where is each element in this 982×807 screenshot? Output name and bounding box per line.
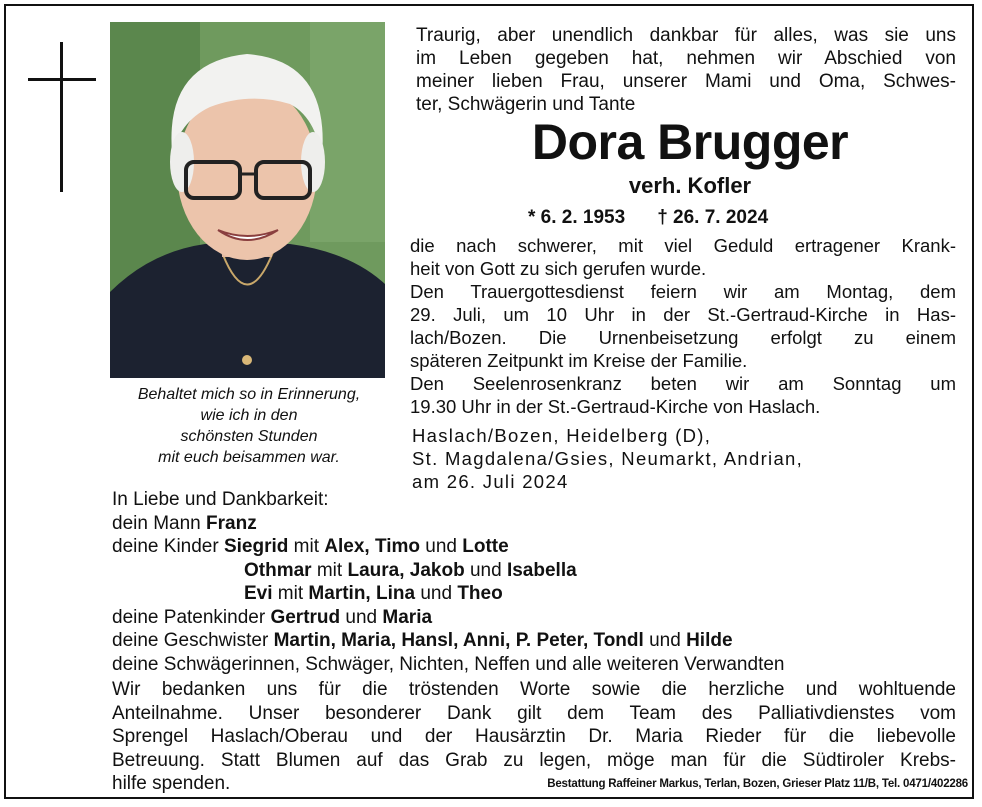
place-line: am 26. Juli 2024: [412, 471, 569, 492]
body-line: 29. Juli, um 10 Uhr in der St.-Gertraud-Kirche in Has-: [410, 304, 956, 325]
caption-line: wie ich in den: [200, 407, 298, 424]
family-siblings: deine Geschwister Martin, Maria, Hansl, Anni, P. Peter, Tondl und Hilde: [112, 630, 733, 651]
birth-date: * 6. 2. 1953: [528, 207, 626, 228]
body-line: lach/Bozen. Die Urnenbeisetzung erfolgt zu einem: [410, 327, 956, 348]
body-line: 19.30 Uhr in der St.-Gertraud-Kirche von Haslach.: [410, 396, 821, 417]
body-line: späteren Zeitpunkt im Kreise der Familie.: [410, 350, 748, 371]
family-children: deine Kinder Siegrid mit Alex, Timo und Lotte: [112, 536, 509, 557]
body-line: die nach schwerer, mit viel Geduld ertragener Krank-: [410, 235, 956, 256]
deceased-name: Dora Brugger: [531, 114, 849, 170]
intro-line: meiner lieben Frau, unserer Mami und Oma, Schwes-: [416, 71, 956, 92]
death-date: † 26. 7. 2024: [657, 207, 769, 228]
family-godchildren: deine Patenkinder Gertrud und Maria: [112, 606, 433, 628]
caption-line: mit euch beisammen war.: [158, 449, 340, 466]
announcement-text: [410, 234, 956, 418]
body-line: heit von Gott zu sich gerufen wurde.: [410, 258, 707, 279]
married-name: verh. Kofler: [628, 173, 752, 198]
family-intro: In Liebe und Dankbarkeit:: [112, 489, 329, 510]
memory-caption: [108, 384, 390, 468]
thanks-line: Anteilnahme. Unser besonderer Dank gilt dem Team des Palliativdienstes vom: [112, 702, 956, 724]
portrait-photo: [110, 22, 385, 378]
place-date: [412, 424, 803, 493]
funeral-home-footer: Bestattung Raffeiner Markus, Terlan, Bozen, Grieser Platz 11/B, Tel. 0471/402286: [547, 778, 968, 790]
life-dates: [528, 206, 768, 230]
body-line: Den Seelenrosenkranz beten wir am Sonntag um: [410, 373, 956, 394]
intro-line: ter, Schwägerin und Tante: [416, 94, 636, 115]
place-line: St. Magdalena/Gsies, Neumarkt, Andrian,: [412, 448, 804, 469]
family-child-evi: Evi mit Martin, Lina und Theo: [244, 583, 503, 604]
intro-line: im Leben gegeben hat, nehmen wir Abschied von: [416, 48, 956, 69]
family-husband: dein Mann Franz: [112, 512, 257, 534]
caption-line: Behaltet mich so in Erinnerung,: [137, 386, 361, 403]
family-others: deine Schwägerinnen, Schwäger, Nichten, Neffen und alle weiteren Verwandten: [112, 653, 785, 675]
body-line: Den Trauergottesdienst feiern wir am Montag, dem: [410, 281, 956, 302]
thanks-line: hilfe spenden.: [112, 773, 231, 794]
thanks-line: Betreuung. Statt Blumen auf das Grab zu legen, möge man für die Südtiroler Krebs-: [112, 749, 956, 771]
thanks-line: Wir bedanken uns für die tröstenden Worte sowie die herzliche und wohltuende: [112, 679, 956, 700]
family-child-othmar: Othmar mit Laura, Jakob und Isabella: [244, 559, 577, 581]
family-list: [112, 488, 784, 676]
intro-text: [416, 24, 956, 116]
thanks-line: Sprengel Haslach/Oberau und der Hausärztin Dr. Maria Rieder für die liebevolle: [112, 726, 956, 747]
intro-line: Traurig, aber unendlich dankbar für alles, was sie uns: [416, 25, 956, 46]
place-line: Haslach/Bozen, Heidelberg (D),: [412, 425, 712, 446]
caption-line: schönsten Stunden: [180, 428, 318, 445]
